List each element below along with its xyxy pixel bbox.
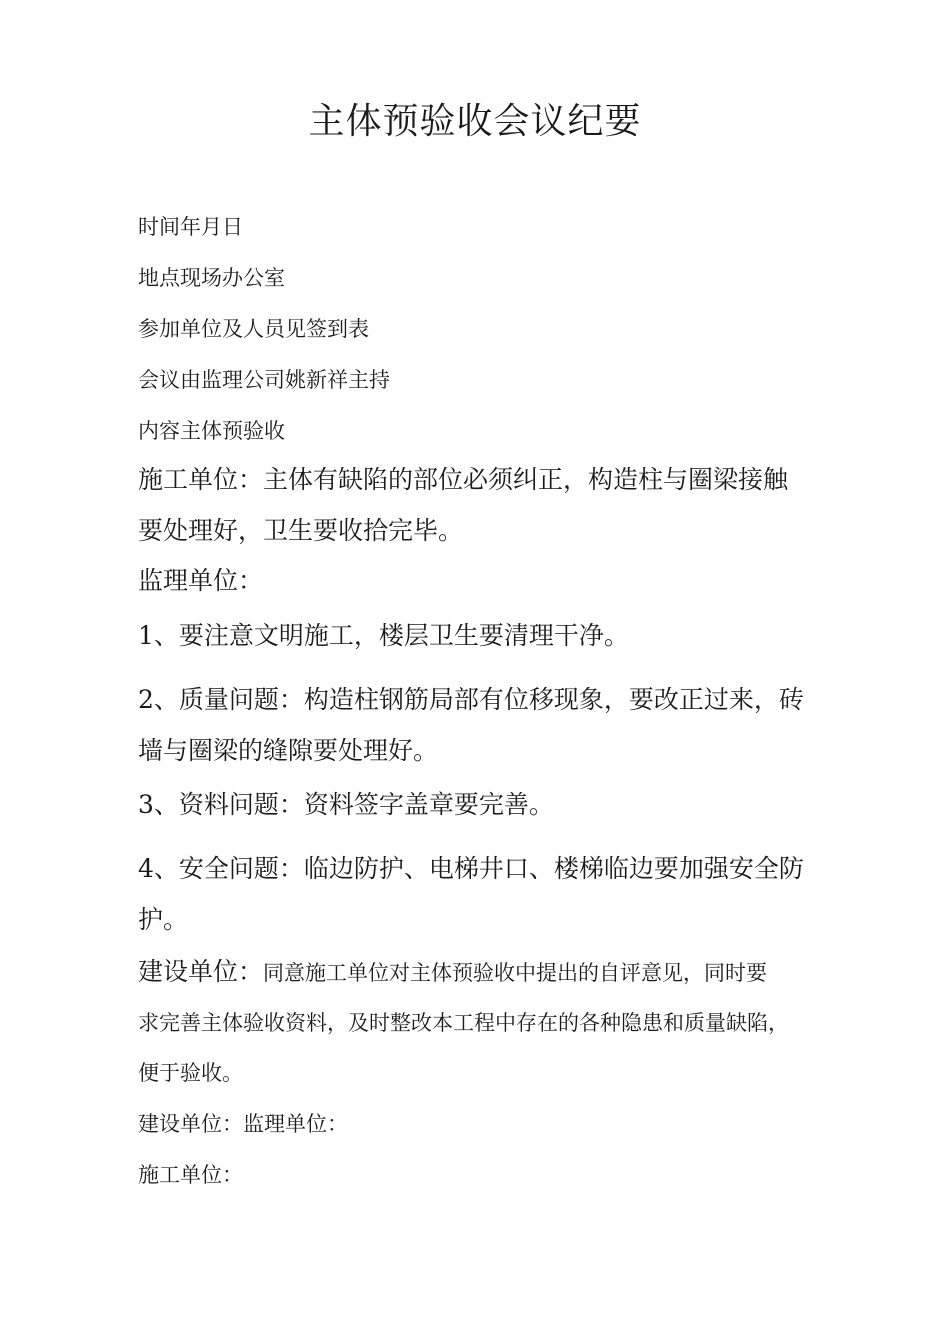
- meta-time: 时间年月日: [138, 215, 243, 239]
- supervision-item-3: 3、资料问题：资料签字盖章要完善。: [138, 790, 554, 819]
- supervision-item-4-line-2: 护。: [138, 905, 189, 934]
- owner-unit-line-3: 便于验收。: [138, 1061, 243, 1085]
- owner-unit-line-2: 求完善主体验收资料，及时整改本工程中存在的各种隐患和质量缺陷，: [138, 1011, 789, 1035]
- supervision-item-2-line-2: 墙与圈梁的缝隙要处理好。: [138, 736, 439, 765]
- supervision-item-4-line-1: 4、安全问题：临边防护、电梯井口、楼梯临边要加强安全防: [138, 854, 804, 883]
- signature-line-1: 建设单位：监理单位：: [138, 1112, 348, 1136]
- construction-unit-line-1: 施工单位：主体有缺陷的部位必须纠正，构造柱与圈梁接触: [138, 465, 789, 494]
- supervision-unit-heading: 监理单位：: [138, 566, 264, 595]
- construction-unit-line-2: 要处理好，卫生要收拾完毕。: [138, 516, 464, 545]
- owner-unit-label: 建设单位：: [138, 957, 264, 986]
- meta-content: 内容主体预验收: [138, 419, 285, 443]
- supervision-item-1: 1、要注意文明施工，楼层卫生要清理干净。: [138, 621, 629, 650]
- owner-unit-line-1-text: 同意施工单位对主体预验收中提出的自评意见，同时要: [263, 961, 768, 985]
- meta-attendees: 参加单位及人员见签到表: [138, 317, 369, 341]
- document-title: 主体预验收会议纪要: [308, 101, 642, 142]
- supervision-item-2-line-1: 2、质量问题：构造柱钢筋局部有位移现象，要改正过来，砖: [138, 685, 804, 714]
- owner-unit-line-1: [138, 955, 828, 992]
- meta-place: 地点现场办公室: [138, 266, 285, 290]
- signature-line-2: 施工单位：: [138, 1163, 243, 1187]
- meta-host: 会议由监理公司姚新祥主持: [138, 368, 390, 392]
